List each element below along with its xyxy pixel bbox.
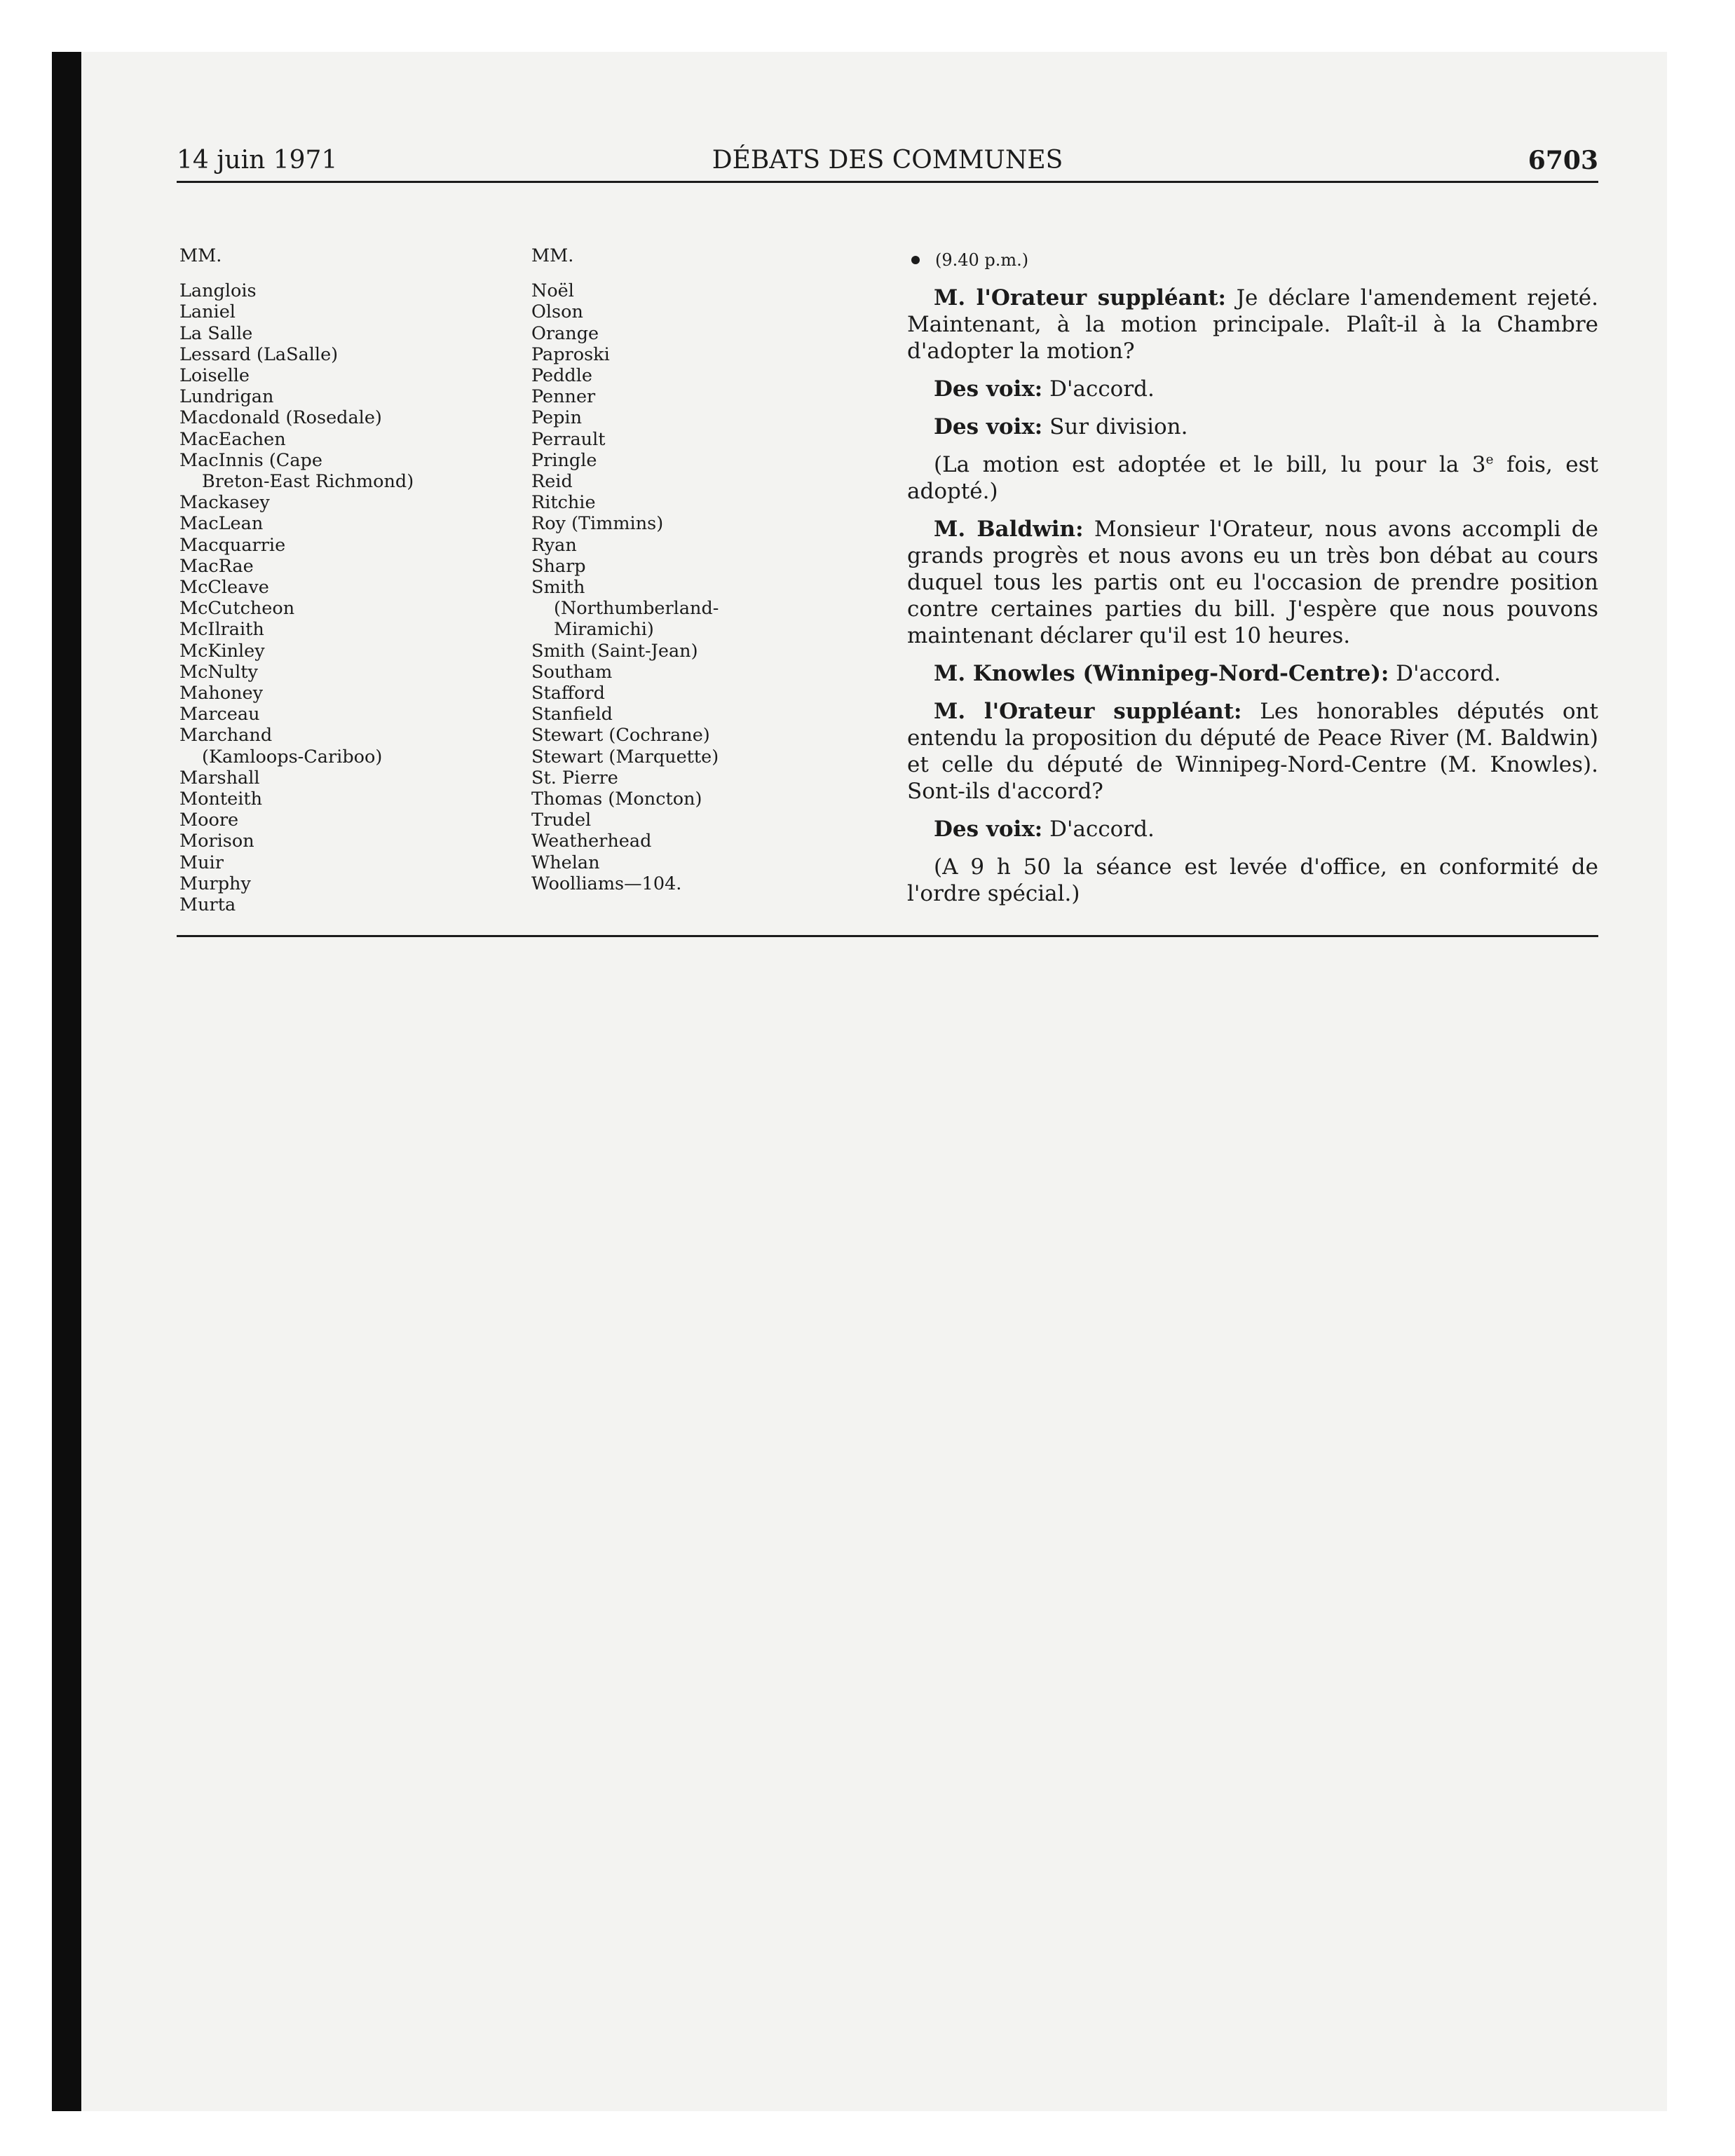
paragraph-1 <box>907 285 1598 364</box>
member-name: Marshall <box>179 767 260 789</box>
speech-text: Je déclare l'amendement rejeté. Maintenant, à la motion principale. Plaît-il à la Chambre d'adopter la motion? <box>907 285 1598 364</box>
paragraph-7 <box>907 698 1598 805</box>
speech-text: Les honorables députés ont entendu la proposition du député de Peace River (M. Baldwin) et celle du député de Winnipeg-Nord-Centre (M. Knowles). Sont-ils d'accord? <box>907 699 1598 804</box>
member-name: Macquarrie <box>179 534 286 556</box>
member-name: Breton-East Richmond) <box>202 471 414 493</box>
member-name: Miramichi) <box>554 619 654 641</box>
speech-text: D'accord. <box>1042 376 1155 402</box>
header-date: 14 juin 1971 <box>177 146 338 175</box>
closing-rule <box>177 935 1598 937</box>
member-name: Reid <box>531 471 573 493</box>
member-name: McCutcheon <box>179 598 295 620</box>
member-name: Murta <box>179 894 236 916</box>
member-name: Pepin <box>531 407 583 429</box>
speaker-name: Des voix: <box>934 817 1043 842</box>
speech-text: Sur division. <box>1042 414 1188 439</box>
header-rule <box>177 181 1598 183</box>
member-name: Stewart (Cochrane) <box>531 725 710 746</box>
speaker-name: M. l'Orateur suppléant: <box>934 285 1226 311</box>
debate-column <box>907 247 1598 918</box>
member-name: Southam <box>531 661 613 683</box>
speech-text: (A 9 h 50 la séance est levée d'office, en conformité de l'ordre spécial.) <box>907 854 1598 906</box>
column-1-names <box>179 280 502 915</box>
superscript: e <box>1485 452 1494 468</box>
speaker-name: M. Baldwin: <box>934 517 1084 542</box>
member-name: Pringle <box>531 449 597 471</box>
page-header <box>177 146 1598 181</box>
header-page-number: 6703 <box>1528 146 1598 175</box>
member-name: La Salle <box>179 322 253 344</box>
member-name: (Northumberland- <box>554 598 719 620</box>
member-name: Stanfield <box>531 704 613 725</box>
member-name: Marceau <box>179 704 260 725</box>
member-name: MacInnis (Cape <box>179 449 322 471</box>
speaker-name: Des voix: <box>934 376 1043 402</box>
vote-list-column-1 <box>179 245 502 915</box>
paragraph-2 <box>907 376 1598 402</box>
member-name: Trudel <box>531 810 592 831</box>
member-name: Paproski <box>531 343 610 365</box>
column-1-heading: MM. <box>179 245 222 266</box>
bullet-icon <box>911 256 920 264</box>
vote-list-column-2 <box>531 245 861 894</box>
member-name: Moore <box>179 810 239 831</box>
header-title: DÉBATS DES COMMUNES <box>712 146 1063 175</box>
member-name: Smith <box>531 577 585 599</box>
member-name: Macdonald (Rosedale) <box>179 407 382 429</box>
member-name: Noël <box>531 280 574 302</box>
member-name: McKinley <box>179 640 265 662</box>
member-name: Orange <box>531 322 599 344</box>
member-name: Whelan <box>531 852 600 873</box>
speaker-name: Des voix: <box>934 414 1043 439</box>
member-name: Stewart (Marquette) <box>531 746 719 767</box>
member-name: McCleave <box>179 577 269 599</box>
paragraph-6 <box>907 660 1598 687</box>
speech-text: D'accord. <box>1389 661 1501 686</box>
scan-edge-shadow <box>52 52 81 2111</box>
member-name: McNulty <box>179 661 258 683</box>
member-name: Olson <box>531 301 583 323</box>
timestamp <box>907 247 1598 273</box>
paragraph-5 <box>907 516 1598 649</box>
member-name: Lundrigan <box>179 386 274 408</box>
speech-text: fois, est adopté.) <box>907 452 1598 504</box>
paragraph-9 <box>907 854 1598 907</box>
member-name: Muir <box>179 852 224 873</box>
member-name: Penner <box>531 386 596 408</box>
member-name: McIlraith <box>179 619 264 641</box>
member-name: Morison <box>179 831 254 852</box>
speaker-name: M. l'Orateur suppléant: <box>934 699 1242 724</box>
speaker-name: M. Knowles (Winnipeg-Nord-Centre): <box>934 661 1389 686</box>
member-name: Perrault <box>531 428 606 450</box>
member-name: Murphy <box>179 873 251 894</box>
member-name: Smith (Saint-Jean) <box>531 640 698 662</box>
member-name: Roy (Timmins) <box>531 513 664 535</box>
speech-text: (La motion est adoptée et le bill, lu pour la 3 <box>934 452 1486 477</box>
paragraph-3 <box>907 414 1598 440</box>
column-2-names <box>531 280 861 894</box>
member-name: Woolliams—104. <box>531 873 682 894</box>
member-name: St. Pierre <box>531 767 618 789</box>
paragraph-4 <box>907 451 1598 505</box>
member-name: MacEachen <box>179 428 286 450</box>
member-name: Peddle <box>531 365 592 387</box>
member-name: Lessard (LaSalle) <box>179 343 339 365</box>
speech-text: D'accord. <box>1042 817 1155 842</box>
member-name: Sharp <box>531 555 586 577</box>
member-name: Stafford <box>531 683 605 704</box>
timestamp-text: (9.40 p.m.) <box>935 250 1029 270</box>
member-name: Ryan <box>531 534 577 556</box>
speech-text: Monsieur l'Orateur, nous avons accompli de grands progrès et nous avons eu un très bon débat au cours duquel tous les partis ont eu l'occasion de prendre position contre certaines parties du bill. J'espère que nous pouvons maintenant déclarer qu'il est 10 heures. <box>907 517 1598 648</box>
member-name: Thomas (Moncton) <box>531 789 702 810</box>
member-name: Weatherhead <box>531 831 652 852</box>
member-name: Ritchie <box>531 492 596 514</box>
member-name: Mackasey <box>179 492 270 514</box>
member-name: Langlois <box>179 280 257 302</box>
member-name: Loiselle <box>179 365 250 387</box>
member-name: Mahoney <box>179 683 264 704</box>
paragraph-8 <box>907 816 1598 842</box>
member-name: MacRae <box>179 555 254 577</box>
column-2-heading: MM. <box>531 245 574 266</box>
member-name: Monteith <box>179 789 263 810</box>
member-name: Laniel <box>179 301 236 323</box>
member-name: MacLean <box>179 513 264 535</box>
member-name: (Kamloops-Cariboo) <box>202 746 383 767</box>
member-name: Marchand <box>179 725 273 746</box>
